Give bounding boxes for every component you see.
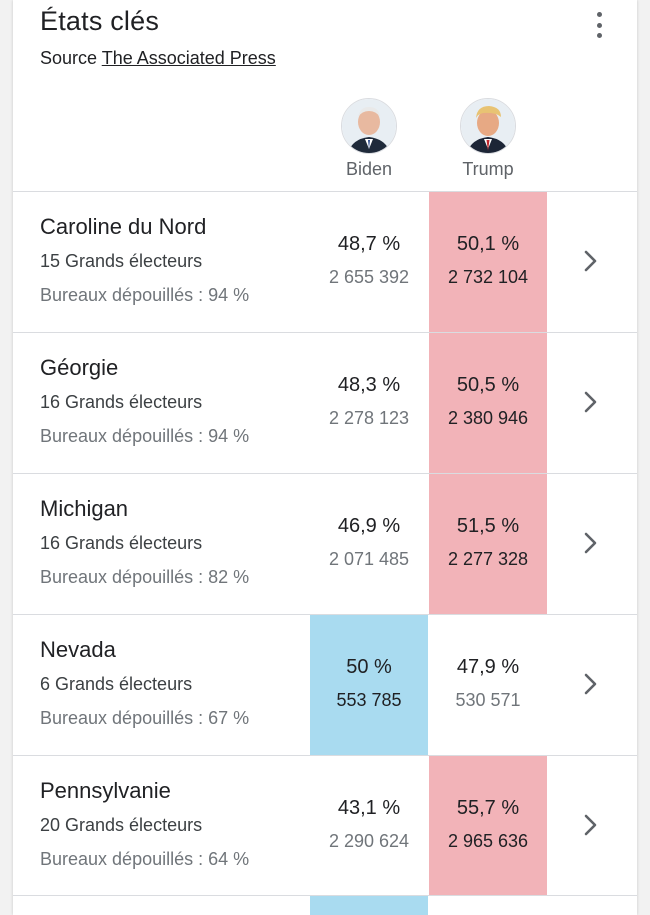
trump-avatar bbox=[460, 98, 516, 154]
chevron-right-icon[interactable] bbox=[580, 246, 602, 276]
biden-percent: 43,1 % bbox=[337, 797, 401, 819]
states-list bbox=[13, 191, 637, 896]
electors-count: 16 Grands électeurs bbox=[40, 533, 203, 553]
trump-votes: 2 732 104 bbox=[447, 267, 529, 287]
candidate-name-trump: Trump bbox=[462, 159, 514, 179]
state-row[interactable] bbox=[13, 614, 637, 755]
key-states-card bbox=[13, 0, 637, 915]
biden-result-cell bbox=[310, 333, 428, 473]
precincts-reported: Bureaux dépouillés : 94 % bbox=[40, 285, 250, 305]
biden-result-cell bbox=[310, 615, 428, 755]
trump-percent: 51,5 % bbox=[456, 515, 520, 537]
precincts-reported: Bureaux dépouillés : 67 % bbox=[40, 708, 250, 728]
precincts-reported: Bureaux dépouillés : 94 % bbox=[40, 426, 250, 446]
trump-result-cell bbox=[429, 756, 547, 896]
trump-percent: 50,1 % bbox=[456, 233, 520, 255]
chevron-right-icon[interactable] bbox=[580, 810, 602, 840]
electors-count: 20 Grands électeurs bbox=[40, 815, 203, 835]
state-row[interactable] bbox=[13, 332, 637, 473]
biden-percent: 46,9 % bbox=[337, 515, 401, 537]
state-row[interactable] bbox=[13, 191, 637, 332]
biden-votes: 2 278 123 bbox=[328, 408, 410, 428]
biden-votes: 2 071 485 bbox=[328, 549, 410, 569]
chevron-right-icon[interactable] bbox=[580, 528, 602, 558]
state-name: Nevada bbox=[40, 637, 116, 662]
state-row[interactable] bbox=[13, 473, 637, 614]
trump-votes: 2 380 946 bbox=[447, 408, 529, 428]
biden-percent: 50 % bbox=[346, 656, 392, 678]
candidate-biden bbox=[310, 98, 428, 180]
chevron-right-icon[interactable] bbox=[580, 669, 602, 699]
candidate-trump bbox=[429, 98, 547, 180]
source-line bbox=[40, 48, 276, 69]
biden-percent: 48,3 % bbox=[337, 374, 401, 396]
electors-count: 16 Grands électeurs bbox=[40, 392, 203, 412]
precincts-reported: Bureaux dépouillés : 64 % bbox=[40, 849, 250, 869]
state-name: Pennsylvanie bbox=[40, 778, 171, 803]
candidate-name-biden: Biden bbox=[345, 159, 393, 179]
source-prefix: Source bbox=[40, 48, 102, 68]
state-name: Géorgie bbox=[40, 355, 119, 380]
biden-percent: 48,7 % bbox=[337, 233, 401, 255]
state-name: Caroline du Nord bbox=[40, 214, 207, 239]
electors-count: 15 Grands électeurs bbox=[40, 251, 203, 271]
biden-result-cell bbox=[310, 474, 428, 614]
biden-votes: 553 785 bbox=[336, 690, 402, 710]
electors-count: 6 Grands électeurs bbox=[40, 674, 193, 694]
state-row[interactable] bbox=[13, 755, 637, 896]
chevron-right-icon[interactable] bbox=[580, 387, 602, 417]
trump-result-cell bbox=[429, 615, 547, 755]
biden-result-cell bbox=[310, 756, 428, 896]
biden-votes: 2 290 624 bbox=[328, 831, 410, 851]
trump-result-cell bbox=[429, 333, 547, 473]
biden-avatar bbox=[341, 98, 397, 154]
trump-votes: 2 965 636 bbox=[447, 831, 529, 851]
trump-percent: 47,9 % bbox=[456, 656, 520, 678]
trump-percent: 50,5 % bbox=[456, 374, 520, 396]
trump-votes: 530 571 bbox=[455, 690, 521, 710]
trump-result-cell bbox=[429, 192, 547, 332]
trump-percent: 55,7 % bbox=[456, 797, 520, 819]
precincts-reported: Bureaux dépouillés : 82 % bbox=[40, 567, 250, 587]
source-link[interactable]: The Associated Press bbox=[101, 48, 276, 68]
more-options-icon[interactable] bbox=[587, 12, 611, 38]
next-row-biden-cell bbox=[310, 896, 428, 915]
state-name: Michigan bbox=[40, 496, 129, 521]
card-title: États clés bbox=[40, 6, 160, 36]
biden-result-cell bbox=[310, 192, 428, 332]
biden-votes: 2 655 392 bbox=[328, 267, 410, 287]
trump-votes: 2 277 328 bbox=[447, 549, 529, 569]
trump-result-cell bbox=[429, 474, 547, 614]
